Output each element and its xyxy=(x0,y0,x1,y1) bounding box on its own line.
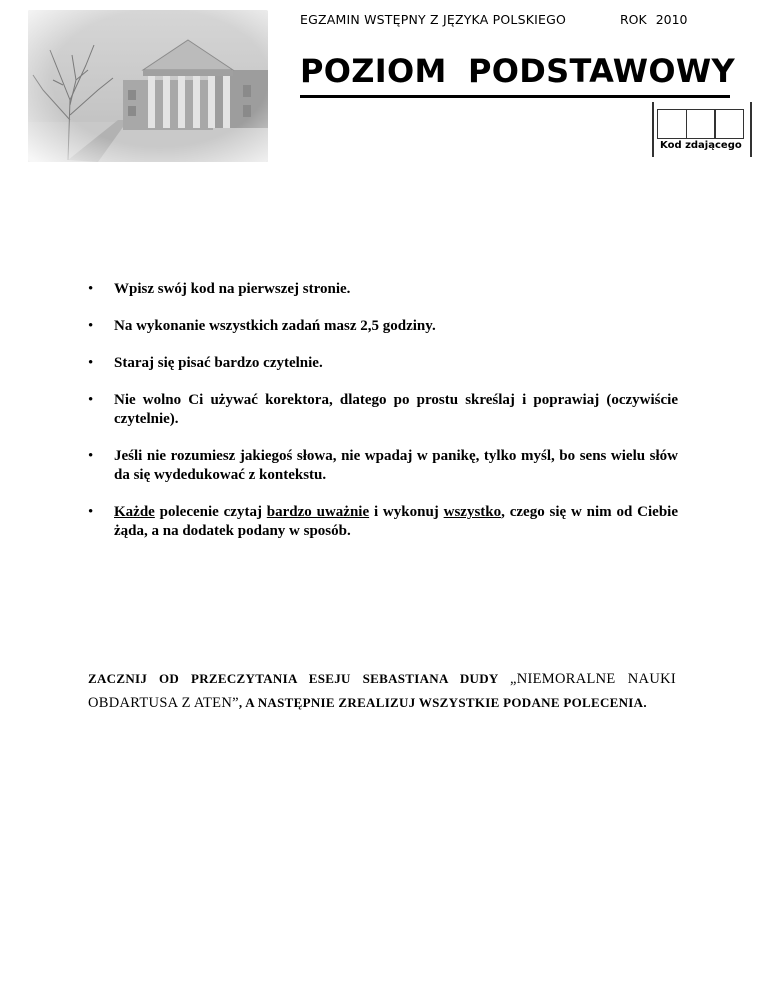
list-item xyxy=(88,317,678,336)
closing-part-end: , A NASTĘPNIE ZREALIZUJ WSZYSTKIE PODANE POLECENIA. xyxy=(238,695,647,710)
instruction-text: Nie wolno Ci używać korektora, dlatego po prostu skreślaj i poprawiaj (oczywiście czytelnie). xyxy=(114,392,678,427)
closing-part-start: ZACZNIJ OD PRZECZYTANIA ESEJU SEBASTIANA DUDY xyxy=(88,671,510,686)
emphasis-carefully: bardzo uważnie xyxy=(266,504,370,520)
bullet-icon: • xyxy=(88,392,94,408)
code-cell-2[interactable] xyxy=(686,109,716,139)
level-title: POZIOM PODSTAWOWY xyxy=(300,52,735,90)
emphasis-everything: wszystko xyxy=(443,504,502,520)
instruction-text: polecenie czytaj xyxy=(154,504,267,520)
closing-instruction xyxy=(88,667,676,715)
code-cell-1[interactable] xyxy=(657,109,687,139)
list-item xyxy=(88,280,678,299)
instruction-text: Wpisz swój kod na pierwszej stronie. xyxy=(114,281,351,297)
building-photo xyxy=(28,10,268,162)
list-item xyxy=(88,447,678,485)
exam-year: ROK 2010 xyxy=(620,12,688,27)
instructions-list xyxy=(88,280,678,559)
emphasis-each: Każde xyxy=(114,504,155,520)
bullet-icon: • xyxy=(88,281,94,297)
bullet-icon: • xyxy=(88,318,94,334)
instruction-text: Staraj się pisać bardzo czytelnie. xyxy=(114,355,323,371)
title-underline xyxy=(300,95,730,98)
instruction-text: Na wykonanie wszystkich zadań masz 2,5 godziny. xyxy=(114,318,436,334)
essay-title: „NIEMORALNE NAUKI OBDARTUSA Z ATEN” xyxy=(88,671,677,711)
instruction-text: Jeśli nie rozumiesz jakiegoś słowa, nie wpadaj w panikę, tylko myśl, bo sens wielu słów da się wydedukować z kontekstu. xyxy=(114,448,678,483)
list-item xyxy=(88,503,678,541)
code-box-left-border xyxy=(652,102,654,157)
code-box-right-border xyxy=(750,102,752,157)
bullet-icon: • xyxy=(88,448,94,464)
bullet-icon: • xyxy=(88,504,94,520)
instruction-text: i wykonuj xyxy=(369,504,444,520)
list-item xyxy=(88,354,678,373)
code-cell-3[interactable] xyxy=(714,109,744,139)
code-label: Kod zdającego xyxy=(660,140,742,151)
list-item xyxy=(88,391,678,429)
instruction-text: , czego się w nim od Ciebie żąda, a na dodatek podany w sposób. xyxy=(114,504,678,539)
bullet-icon: • xyxy=(88,355,94,371)
candidate-code-box xyxy=(652,102,752,160)
exam-title: EGZAMIN WSTĘPNY Z JĘZYKA POLSKIEGO xyxy=(300,12,567,27)
